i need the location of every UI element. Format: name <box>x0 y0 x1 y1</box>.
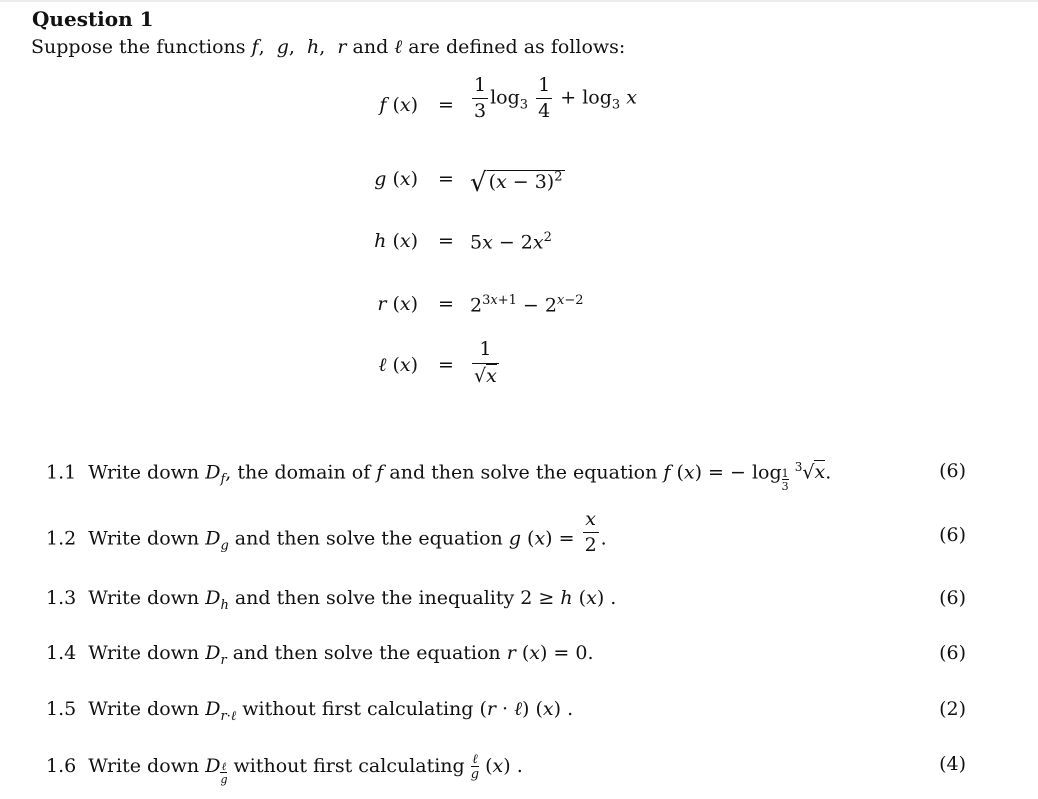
item-number: 1.1 <box>46 461 77 484</box>
sub-question-1-4: 1.4 Write down $D_r$ and then solve the equation r (x) = 0. (6) <box>46 642 966 668</box>
marks: (4) <box>939 753 966 775</box>
definition-lhs: r (x) <box>377 293 418 315</box>
definition-lhs: f (x) <box>379 94 418 116</box>
marks: (2) <box>939 698 966 720</box>
sub-question-1-5: 1.5 Write down $D_{r\cdot\ell}$ without first calculating (r · ℓ) (x) . (2) <box>46 698 966 724</box>
question-title: Question 1 <box>32 7 154 31</box>
definition-f: f (x) = $\frac{1}{3}$ $\log_3$ $\frac{1}{4}$ + $\log_3 x$ <box>379 74 637 122</box>
definition-h: h (x) = $5x - 2x^2$ <box>374 230 552 254</box>
top-border <box>0 0 1038 2</box>
definition-lhs: ℓ (x) <box>378 354 418 376</box>
item-number: 1.2 <box>46 527 77 550</box>
definition-rhs: $\frac{1}{3}$ $\log_3$ $\frac{1}{4}$ + $\log_3 x$ <box>474 74 637 122</box>
sub-question-1-6: 1.6 Write down D $_{\ell g}$ without first calculating ℓ g (x) . (4) <box>46 752 966 787</box>
definition-g: g (x) = √ $(x - 3)^2$ <box>374 168 563 198</box>
definition-lhs: g (x) <box>374 168 418 190</box>
item-number: 1.3 <box>46 587 77 609</box>
definition-r: r (x) = $2^{3x+1} - 2^{x-2}$ <box>377 293 584 317</box>
item-number: 1.4 <box>46 642 77 664</box>
item-number: 1.6 <box>46 755 77 777</box>
marks: (6) <box>939 460 966 482</box>
definition-rhs: √ $(x - 3)^2$ <box>470 168 563 198</box>
definition-rhs: $5x - 2x^2$ <box>470 230 552 254</box>
definition-rhs: $2^{3x+1} - 2^{x-2}$ <box>470 293 584 317</box>
question-intro: Suppose the functions f, g, h, r and ℓ are defined as follows: <box>31 36 626 58</box>
definition-rhs: $\frac{1}{√x}$ <box>474 338 497 387</box>
marks: (6) <box>939 524 966 546</box>
definition-lhs: h (x) <box>374 230 418 252</box>
sub-question-1-2: 1.2 Write down $D_g$ and then solve the equation g (x) = $\frac{x}{2}$ . (6) <box>46 508 966 556</box>
item-number: 1.5 <box>46 698 77 720</box>
marks: (6) <box>939 642 966 664</box>
sub-question-1-3: 1.3 Write down $D_h$ and then solve the inequality 2 ≥ h (x) . (6) <box>46 587 966 613</box>
sub-question-1-1: 1.1 Write down $D_f$, the domain of f and then solve the equation f (x) = − log $_{\frac{1}{3}}$ $^3$√x. (6) <box>46 460 966 493</box>
definition-ell: ℓ (x) = $\frac{1}{√x}$ <box>0 346 1038 386</box>
marks: (6) <box>939 587 966 609</box>
